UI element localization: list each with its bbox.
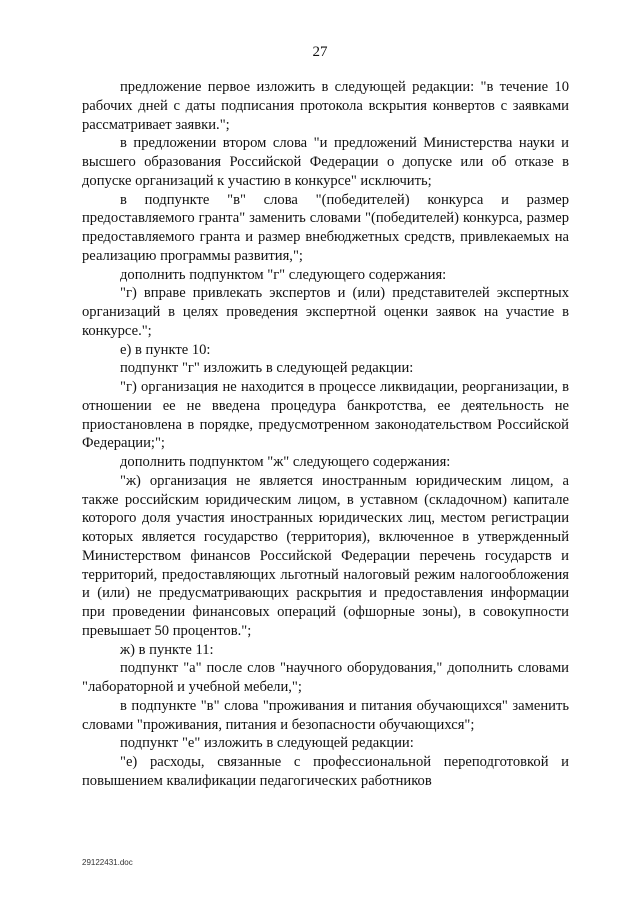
paragraph: подпункт "а" после слов "научного оборудования," дополнить словами "лабораторной и учебной мебели,";	[82, 660, 569, 695]
paragraph: ж) в пункте 11:	[120, 641, 214, 658]
page-number: 27	[312, 44, 328, 60]
paragraph: подпункт "г" изложить в следующей редакции:	[120, 360, 414, 377]
paragraph: "е) расходы, связанные с профессиональной переподготовкой и повышением квалификации педагогических работников	[82, 754, 569, 789]
paragraph: "ж) организация не является иностранным юридическим лицом, а также российским юридическим лицом, в уставном (складочном) капитале которого доля участия иностранных юридических лиц, местом регистрации которых является государство (территория), включенное в утвержденный Министерством финансов Российской Федерации перечень государств и территорий, предоставляющих льготный налоговый режим налогообложения и (или) не предусматривающих раскрытия и предоставления информации при проведении финансовых операций (офшорные зоны), в совокупности превышает 50 процентов.";	[82, 472, 569, 639]
paragraph: подпункт "е" изложить в следующей редакции:	[120, 735, 414, 752]
paragraph: дополнить подпунктом "ж" следующего содержания:	[120, 454, 451, 470]
paragraph: "г) организация не находится в процессе ликвидации, реорганизации, в отношении ее не введена процедура банкротства, ее деятельность не приостановлена в порядке, предусмотренном законодательством Российской Федерации;";	[82, 379, 569, 452]
paragraph: предложение первое изложить в следующей редакции: "в течение 10 рабочих дней с даты подписания протокола вскрытия конвертов с заявками рассматривает заявки.";	[82, 79, 569, 133]
footer-filename: 29122431.doc	[82, 858, 133, 867]
paragraph: "г) вправе привлекать экспертов и (или) представителей экспертных организаций в целях проведения экспертной оценки заявок на участие в конкурсе.";	[82, 285, 569, 339]
paragraph: е) в пункте 10:	[120, 341, 211, 358]
paragraph: в предложении втором слова "и предложений Министерства науки и высшего образования Российской Федерации о допуске или об отказе в допуске организаций к участию в конкурсе" исключить;	[82, 135, 569, 189]
paragraph: в подпункте "в" слова "проживания и питания обучающихся" заменить словами "проживания, питания и безопасности обучающихся";	[82, 697, 569, 733]
document-body	[82, 78, 569, 791]
paragraph: в подпункте "в" слова "(победителей) конкурса и размер предоставляемого гранта" заменить словами "(победителей) конкурса, размер предоставляемого гранта и размер внебюджетных средств, привлекаемых на реализацию программы развития,";	[82, 191, 569, 264]
paragraph: дополнить подпунктом "г" следующего содержания:	[120, 266, 447, 283]
